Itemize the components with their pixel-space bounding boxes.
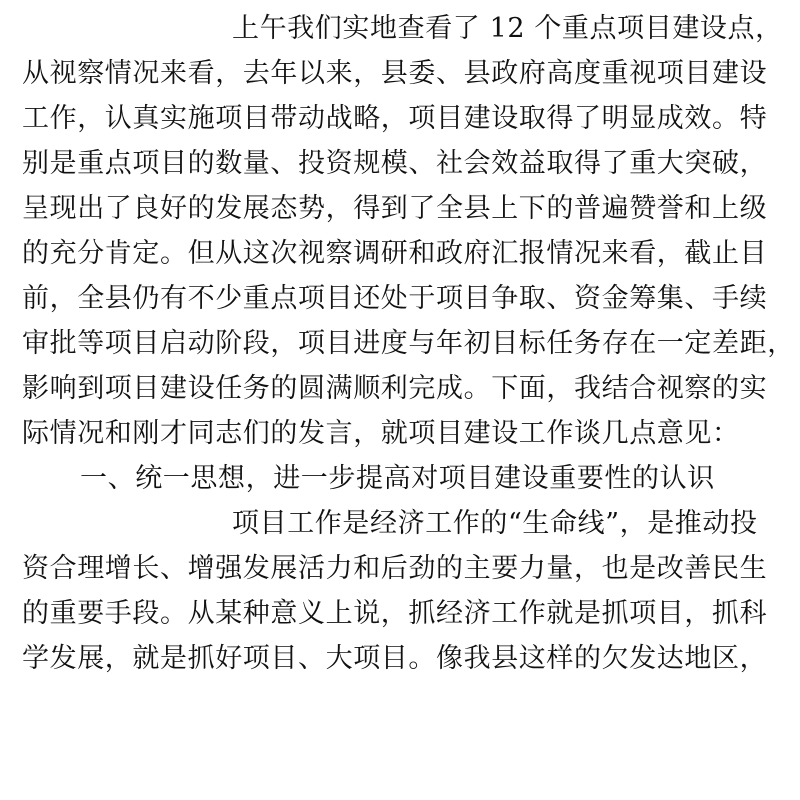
paragraph-line: 影响到项目建设任务的圆满顺利完成。下面，我结合视察的实 (22, 373, 768, 404)
paragraph-line: 工作，认真实施项目带动战略，项目建设取得了明显成效。特 (22, 103, 768, 134)
paragraph-line: 前，全县仍有不少重点项目还处于项目争取、资金筹集、手续 (22, 283, 768, 314)
paragraph-line: 别是重点项目的数量、投资规模、社会效益取得了重大突破， (22, 148, 768, 179)
paragraph-line: 从视察情况来看，去年以来，县委、县政府高度重视项目建设 (22, 58, 768, 89)
paragraph-line: 际情况和刚才同志们的发言，就项目建设工作谈几点意见： (22, 418, 740, 449)
paragraph-line: 上午我们实地查看了 12 个重点项目建设点， (232, 13, 783, 44)
paragraph-line: 审批等项目启动阶段，项目进度与年初目标任务存在一定差距， (22, 328, 795, 359)
paragraph-line: 呈现出了良好的发展态势，得到了全县上下的普遍赞誉和上级 (22, 193, 768, 224)
paragraph-line: 学发展，就是抓好项目、大项目。像我县这样的欠发达地区， (22, 643, 768, 674)
paragraph-line: 资合理增长、增强发展活力和后劲的主要力量，也是改善民生 (22, 553, 768, 584)
paragraph-line: 的充分肯定。但从这次视察调研和政府汇报情况来看，截止目 (22, 238, 768, 269)
document-body (22, 6, 795, 681)
section-heading: 一、统一思想，进一步提高对项目建设重要性的认识 (80, 463, 715, 494)
paragraph-line: 项目工作是经济工作的“生命线”，是推动投 (232, 508, 758, 539)
paragraph-line: 的重要手段。从某种意义上说，抓经济工作就是抓项目，抓科 (22, 598, 768, 629)
